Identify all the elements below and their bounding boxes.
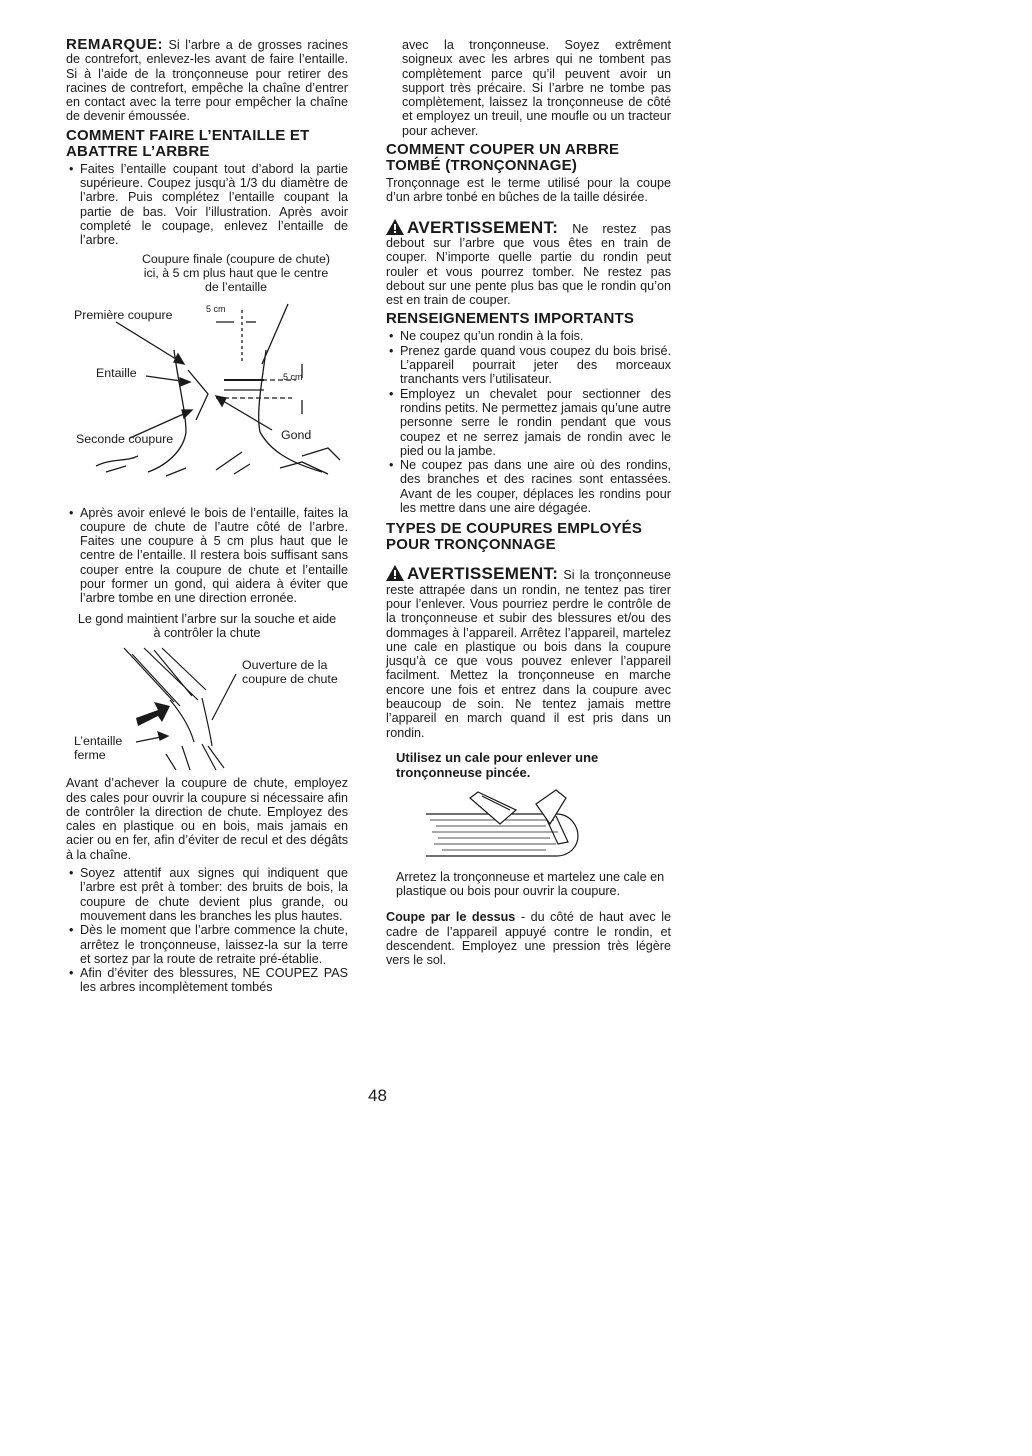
- list-item: • Ne coupez qu’un rondin à la fois.: [400, 329, 671, 343]
- gond-text: Le gond maintient l’arbre sur la souche et aide à contrôler la chute: [77, 611, 337, 640]
- fig1-dim-top: 5 cm: [206, 303, 226, 314]
- fall-signs-list: [66, 866, 348, 995]
- list-item: • Faites l’entaille coupant tout d’abord la partie supérieure. Coupez jusqu’à 1/3 du diamètre de l’arbre. Puis complétez l’entaille coupant la partie de bas. Voir l’illustration. Après avoir completé le coupage, enlevez l’entaille de l’arbre.: [80, 162, 348, 248]
- remarque-paragraph: [66, 38, 348, 124]
- tronconnage-paragraph: Tronçonnage est le terme utilisé pour la coupe d’un arbre tonbé en bûches de la taille désirée.: [386, 176, 671, 205]
- notch-diagram: [66, 252, 348, 498]
- continuation-paragraph: avec la tronçonneuse. Soyez extrêment soigneux avec les arbres qui ne tombent pas complètement parce qu’il peuvent avoir un support très précaire. Si l’arbre ne tombe pas complètement, laissez la tronçonneuse de côté et employez un treuil, une moufle ou un tracteur pour achever.: [402, 38, 671, 138]
- avant-paragraph: Avant d’achever la coupure de chute, employez des cales pour ouvrir la coupure si nécessaire afin de contrôler la direction de chute. Employez des cales en plastique ou en bois, mais jamais en acier ou en fer, afin d’éviter de recul et des dégâts à la chaîne.: [66, 776, 348, 862]
- warning-text-1: Ne restez pas debout sur l’arbre que vous êtes en train de couper. N’importe quelle partie du rondin peut rouler et vous pourrez tomber. Ne restez pas debout sur une pente plus bas que le rondin qu’on est en train de couper.: [386, 221, 671, 308]
- tree-notch-drawing: [66, 252, 348, 498]
- fig1-label-gond: Gond: [281, 427, 312, 442]
- renseignements-list: [386, 329, 671, 515]
- wedge-log-drawing: [386, 784, 671, 864]
- list-item: • Ne coupez pas dans une aire où des rondins, des branches et des racines sont entassées. Avant de les couper, déplaces les rondins pour les mettre dans une aire dégagée.: [400, 458, 671, 515]
- cale-caption: Utilisez un cale pour enlever une tronçonneuse pincée.: [396, 749, 599, 780]
- dessus-label: Coupe par le dessus: [386, 910, 516, 925]
- cale-paragraph: Arretez la tronçonneuse et martelez une cale en plastique ou bois pour ouvrir la coupure.: [396, 869, 665, 899]
- fall-cut-list: [66, 506, 348, 606]
- dessus-text: - du côté de haut avec le cadre de l’appareil appuyé contre le rondin, et descendent. Employez une pression très légère vers le sol.: [386, 910, 671, 968]
- heading-renseignements: RENSEIGNEMENTS IMPORTANTS: [386, 310, 635, 328]
- falling-tree-drawing: [66, 646, 348, 770]
- list-item: • Soyez attentif aux signes qui indiquent que l’arbre est prêt à tomber: des bruits de bois, la coupure de chute devient plus grande, ou mouvement dans les branches les plus hautes.: [80, 866, 348, 923]
- remarque-text: Si l’arbre a de grosses racines de contrefort, enlevez-les avant de faire l’entaille. Si à l’aide de la tronçonneuse pour retirer des racines de contrefort, empêche la chaîne d’entrer en contact avec la terre pour empêcher la chaîne de devenir émoussée.: [66, 38, 348, 124]
- fig2-label-ouverture: Ouverture de la coupure de chute: [242, 658, 338, 687]
- right-column: [386, 38, 671, 972]
- list-item: • Employez un chevalet pour sectionner des rondins petits. Ne permettez jamais qu’une autre personne serre le rondin pendant que vous coupez et ne serrez jamais de rondin avec le pied ou la jambe.: [400, 387, 671, 458]
- warning-title-2: AVERTISSEMENT:: [407, 564, 559, 584]
- heading-entaille: COMMENT FAIRE L’ENTAILLE ET ABATTRE L’ARBRE: [66, 126, 310, 160]
- fig1-dim-side: 5 cm: [283, 371, 303, 382]
- warning-title-1: AVERTISSEMENT:: [407, 217, 559, 237]
- fig1-caption: Coupure finale (coupure de chute) ici, à 5 cm plus haut que le centre de l’entaille: [141, 251, 331, 294]
- warning-paragraph-1: [386, 219, 671, 308]
- list-item: • Afin d’éviter des blessures, NE COUPEZ PAS les arbres incomplètement tombés: [80, 966, 348, 995]
- list-item: • Prenez garde quand vous coupez du bois brisé. L’appareil pourrait jeter des morceaux tranchants vers l’utilisateur.: [400, 344, 671, 387]
- dessus-paragraph: [386, 910, 671, 967]
- fig1-label-premiere: Première coupure: [74, 307, 173, 322]
- list-item: • Après avoir enlevé le bois de l’entaille, faites la coupure de chute de l’autre côté de l’arbre. Faites une coupure à 5 cm plus haut que le centre de l’entaille. Il restera bois suffisant sans couper entre la coupure de chute et l’entaille pour former un gond, qui aidera à éviter que l’arbre tombe en une direction erronée.: [80, 506, 348, 606]
- warning-triangle-icon: [386, 219, 404, 235]
- hinge-diagram: [66, 646, 348, 770]
- warning-paragraph-2: [386, 565, 671, 740]
- fig1-label-seconde: Seconde coupure: [76, 431, 174, 446]
- fall-direction-arrow-icon: [136, 702, 170, 726]
- heading-tronconnage: COMMENT COUPER UN ARBRE TOMBÉ (TRONÇONNAGE): [386, 141, 620, 175]
- list-item: • Dès le moment que l’arbre commence la chute, arrêtez le tronçonneuse, laissez-la sur la terre et sortez par la route de retraite pré-établie.: [80, 923, 348, 966]
- page-number: 48: [368, 1086, 387, 1105]
- heading-types-coupures: TYPES DE COUPURES EMPLOYÉS POUR TRONÇONNAGE: [386, 520, 643, 554]
- fig2-label-entaille-ferme: L’entaille ferme: [74, 734, 123, 763]
- entaille-list: [66, 162, 348, 248]
- warning-triangle-icon: [386, 565, 404, 581]
- fig1-label-entaille: Entaille: [96, 365, 137, 380]
- remarque-label: REMARQUE:: [66, 36, 163, 53]
- warning-text-2: Si la tronçonneuse reste attrapée dans un rondin, ne tentez pas tirer pour l’enlever. Vous pourriez perdre le contrôle de la tronçonneuse et subir des blessures et/ou des dommages à l’appareil. Arrêtez l’appareil, martelez une cale en plastique ou bois dans la coupure jusqu’à ce que vous pouvez enlever l’appareil facilment. Mettez la tronçonneuse en marche encore une fois et entrez dans la coupure avec beaucoup de soin. Ne tentez jamais mettre l’appareil en march quand il est pris dans un rondin.: [386, 568, 671, 740]
- left-column: [66, 38, 348, 999]
